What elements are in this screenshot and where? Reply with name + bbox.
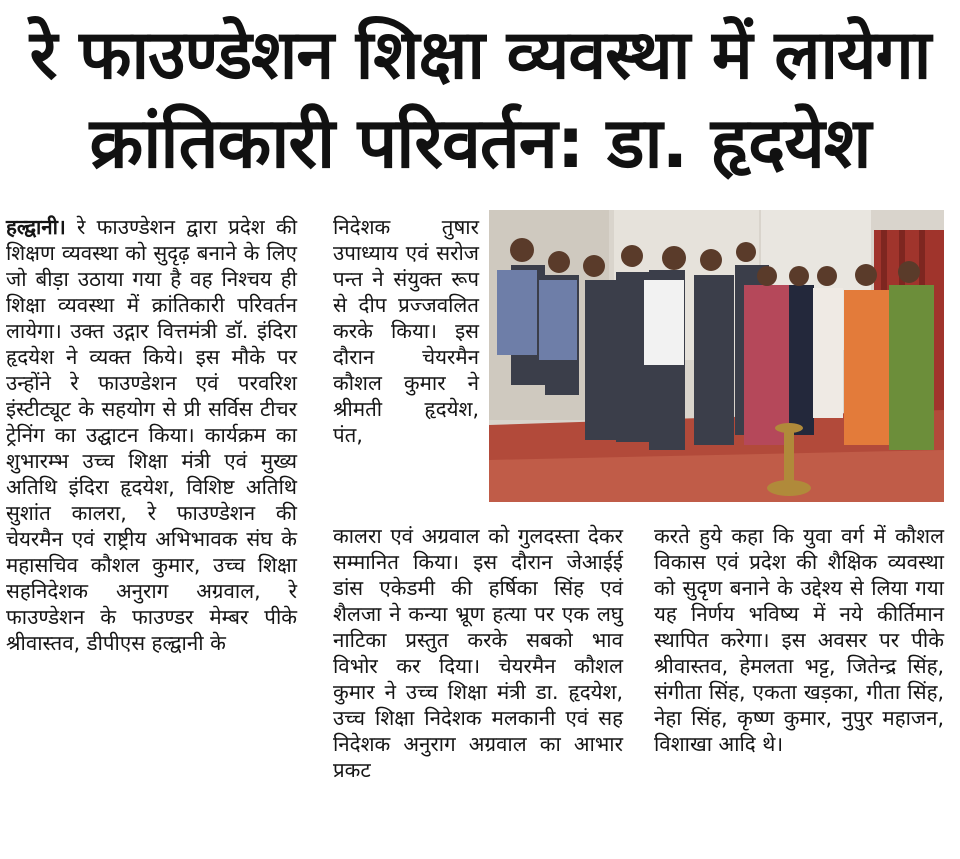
headline-line-1: रे फाउण्डेशन शिक्षा व्यवस्था में लायेगा — [29, 16, 931, 95]
headline-line-2: क्रांतिकारी परिवर्तन: डा. हृदयेश — [89, 102, 871, 184]
article-column-2-top — [333, 214, 479, 448]
article-column-3 — [654, 523, 944, 757]
column-1-text: रे फाउण्डेशन द्वारा प्रदेश की शिक्षण व्यवस्था को सुदृढ़ बनाने के लिए जो बीड़ा उठाया गया है वह निश्चय ही शिक्षा व्यवस्था में क्रांतिकारी परिवर्तन लायेगा। उक्त उद्गार वित्तमंत्री डॉ. इंदिरा हृदयेश ने व्यक्त किये। इस मौके पर उन्होंने रे फाउण्डेशन एवं परवरिश इंस्टीट्यूट के सहयोग से प्री सर्विस टीचर ट्रेनिंग का उद्घाटन किया। कार्यक्रम का शुभारम्भ उच्च शिक्षा मंत्री एवं मुख्य अतिथि इंदिरा हृदयेश, विशिष्ट अतिथि सुशांत कालरा, रे फाउण्डेशन की चेयरमैन एवं राष्ट्रीय अभिभावक संघ के महासचिव कौशल कुमार, उच्च शिक्षा सहनिदेशक अनुराग अग्रवाल, रे फाउण्डेशन के फाउण्डर मेम्बर पीके श्रीवास्तव, डीपीएस हल्द्वानी के — [6, 215, 297, 655]
column-3-text: करते हुये कहा कि युवा वर्ग में कौशल विकास एवं प्रदेश की शैक्षिक व्यवस्था को सुदृण बनाने के उद्देश्य से लिया गया यह निर्णय भविष्य में नये कीर्तिमान स्थापित करेगा। इस अवसर पर पीके श्रीवास्तव, हेमलता भट्ट, जितेन्द्र सिंह, संगीता सिंह, एकता खड़का, गीता सिंह, नेहा सिंह, कृष्ण कुमार, नुपुर महाजन, विशाखा आदि थे। — [654, 524, 944, 756]
dateline: हल्द्वानी। — [6, 215, 66, 239]
column-2-top-text: निदेशक तुषार उपाध्याय एवं सरोज पन्त ने संयुक्त रूप से दीप प्रज्जवलित करके किया। इस दौरान चेयरमैन कौशल कुमार ने श्रीमती हृदयेश, पंत, — [333, 215, 479, 447]
group-photo-icon — [489, 210, 944, 502]
article-column-2-bottom — [333, 523, 623, 783]
article-column-1 — [6, 214, 297, 656]
event-photo — [489, 210, 944, 502]
column-2-bottom-text: कालरा एवं अग्रवाल को गुलदस्ता देकर सम्मानित किया। इस दौरान जेआईई डांस एकेडमी की हर्षिका सिंह एवं शैलजा ने कन्या भ्रूण हत्या पर एक लघु नाटिका प्रस्तुत करके सबको भाव विभोर कर दिया। चेयरमैन कौशल कुमार ने उच्च शिक्षा मंत्री डा. हृदयेश, उच्च शिक्षा निदेशक मलकानी एवं सह निदेशक अनुराग अग्रवाल का आभार प्रकट — [333, 524, 623, 782]
